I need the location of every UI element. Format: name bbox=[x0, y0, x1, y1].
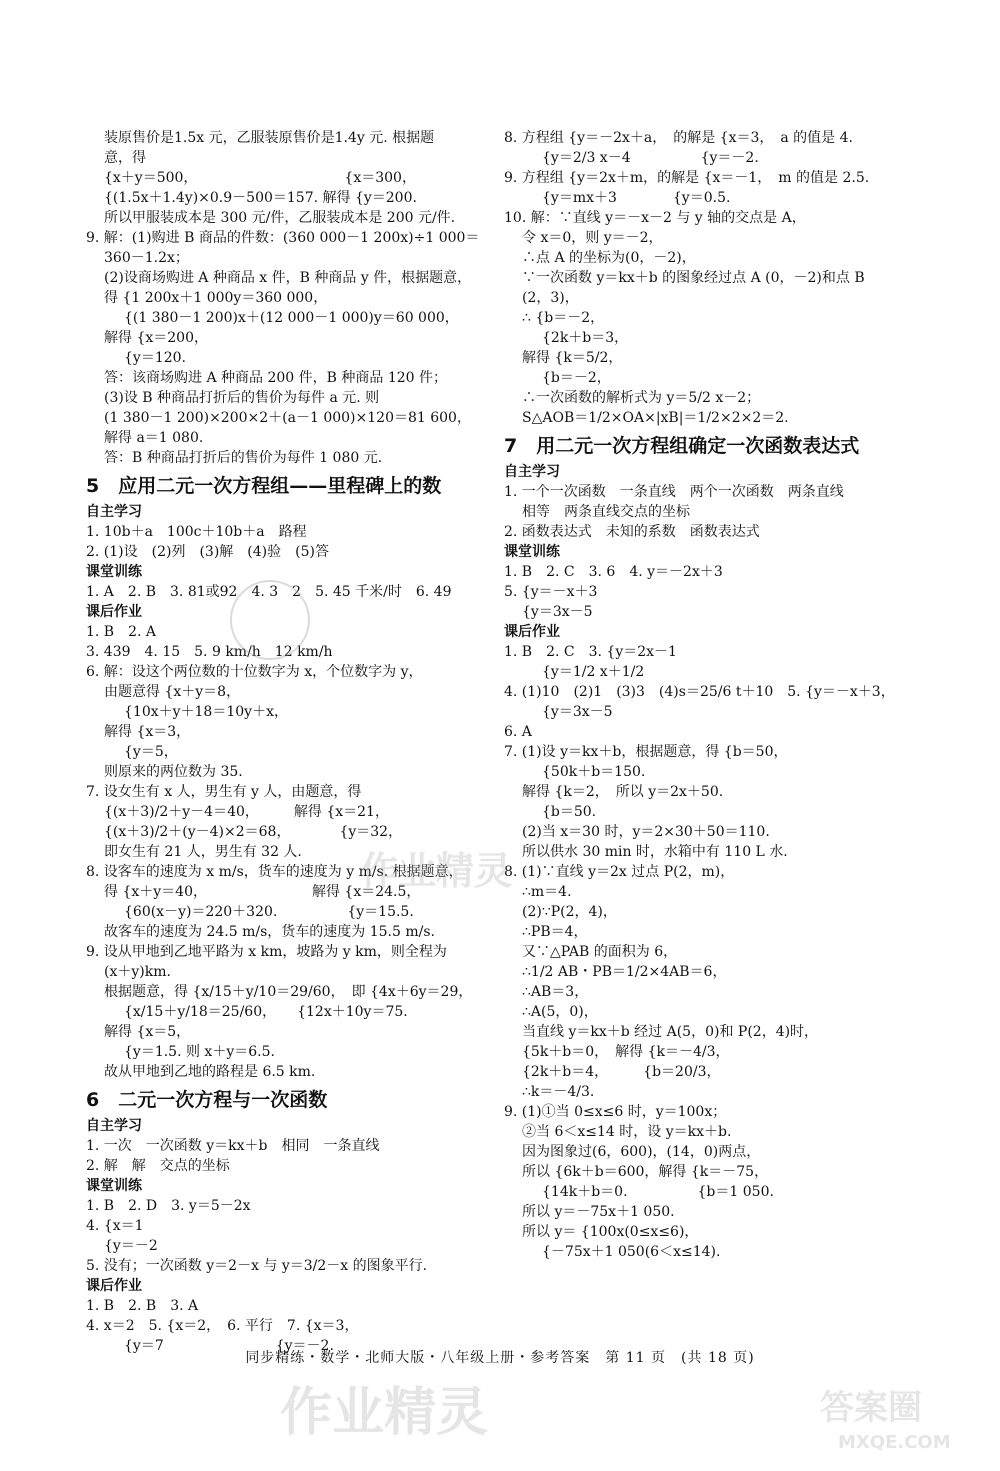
answer-line: 2. 函数表达式 未知的系数 函数表达式 bbox=[504, 524, 760, 540]
subsection-heading: 自主学习 bbox=[504, 464, 560, 480]
answer-line: {b＝－2， bbox=[542, 370, 611, 386]
answer-line: 1. A 2. B 3. 81或92 4. 3 2 5. 45 千米/时 6. 49 bbox=[86, 584, 452, 600]
answer-line: {(x＋3)/2＋y－4＝40， 解得 {x＝21， bbox=[104, 804, 389, 820]
answer-line: {2k＋b＝3， bbox=[542, 330, 629, 346]
subsection-heading: 自主学习 bbox=[86, 1118, 142, 1134]
answer-line: 解得 {k＝2， 所以 y＝2x＋50. bbox=[522, 784, 724, 800]
answer-line: {(x＋3)/2＋(y－4)×2＝68， {y＝32， bbox=[104, 824, 403, 840]
answer-line: {y＝5， bbox=[124, 744, 178, 760]
answer-line: 6. 解：设这个两位数的十位数字为 x，个位数字为 y， bbox=[86, 664, 423, 680]
answer-line: 根据题意，得 {x/15＋y/10＝29/60， 即 {4x＋6y＝29， bbox=[104, 984, 473, 1000]
answer-line: (2，3)， bbox=[522, 290, 579, 306]
answer-line: {(1 380－1 200)x＋(12 000－1 000)y＝60 000， bbox=[124, 310, 459, 326]
answer-line: {x/15＋y/18＝25/60， {12x＋10y＝75. bbox=[124, 1004, 408, 1020]
answer-line: 9. 解：(1)购进 B 商品的件数：(360 000－1 200x)÷1 000＝ bbox=[86, 230, 480, 246]
subsection-heading: 课堂训练 bbox=[86, 1178, 142, 1194]
answer-line: 7. (1)设 y＝kx＋b，根据题意，得 {b＝50， bbox=[504, 744, 788, 760]
answer-line: 解得 {x＝5， bbox=[104, 1024, 191, 1040]
answer-line: 1. B 2. C 3. 6 4. y＝－2x＋3 bbox=[504, 564, 723, 580]
answer-line: 3. 439 4. 15 5. 9 km/h 12 km/h bbox=[86, 644, 333, 660]
answer-line: 9. 设从甲地到乙地平路为 x km，坡路为 y km，则全程为 bbox=[86, 944, 447, 960]
answer-line: 所以 y＝ {100x(0≤x≤6)， bbox=[522, 1224, 699, 1240]
answer-line: {y＝mx＋3 {y＝0.5. bbox=[542, 190, 731, 206]
answer-line: 意，得 bbox=[104, 150, 146, 166]
answer-line: 1. 一次 一次函数 y＝kx＋b 相同 一条直线 bbox=[86, 1138, 380, 1154]
answer-line: {y＝3x－5 bbox=[522, 604, 593, 620]
section-title: 6 二元一次方程与一次函数 bbox=[86, 1089, 328, 1111]
answer-line: 所以甲服装成本是 300 元/件，乙服装成本是 200 元/件. bbox=[104, 210, 456, 226]
answer-line: 即女生有 21 人，男生有 32 人. bbox=[104, 844, 302, 860]
answer-line: {50k＋b＝150. bbox=[542, 764, 646, 780]
answer-line: 所以 y＝－75x＋1 050. bbox=[522, 1204, 675, 1220]
answer-line: 令 x＝0，则 y＝－2， bbox=[522, 230, 663, 246]
answer-line: ∵一次函数 y＝kx＋b 的图象经过点 A (0，－2)和点 B bbox=[522, 270, 865, 286]
watermark-url: MXQE.COM bbox=[838, 1432, 951, 1453]
answer-line: {14k＋b＝0. {b＝1 050. bbox=[542, 1184, 774, 1200]
answer-line: {y＝7 {y＝－2. bbox=[124, 1338, 334, 1354]
answer-line: 8. (1)∵直线 y＝2x 过点 P(2，m)， bbox=[504, 864, 735, 880]
answer-line: 解得 {x＝200， bbox=[104, 330, 208, 346]
answer-line: 1. 一个一次函数 一条直线 两个一次函数 两条直线 bbox=[504, 484, 844, 500]
answer-line: ∴PB＝4， bbox=[522, 924, 588, 940]
answer-line: 当直线 y＝kx＋b 经过 A(5，0)和 P(2，4)时， bbox=[522, 1024, 819, 1040]
answer-line: 又∵△PAB 的面积为 6， bbox=[522, 944, 678, 960]
answer-line: 8. 方程组 {y＝－2x＋a， 的解是 {x＝3， a 的值是 4. bbox=[504, 130, 853, 146]
answer-line: 1. B 2. C 3. {y＝2x－1 bbox=[504, 644, 677, 660]
answer-line: 4. {x＝1 bbox=[86, 1218, 144, 1234]
answer-line: 5. 没有；一次函数 y＝2－x 与 y＝3/2－x 的图象平行. bbox=[86, 1258, 428, 1274]
answer-line: {y＝3x－5 bbox=[542, 704, 613, 720]
answer-line: 所以供水 30 min 时，水箱中有 110 L 水. bbox=[522, 844, 788, 860]
answer-line: 9. 方程组 {y＝2x＋m，的解是 {x＝－1， m 的值是 2.5. bbox=[504, 170, 870, 186]
answer-line: (1 380－1 200)×200×2＋(a－1 000)×120＝81 600， bbox=[104, 410, 471, 426]
page-footer: 同步精练・数学・北师大版・八年级上册・参考答案 第 11 页 (共 18 页) bbox=[245, 1350, 755, 1366]
watermark-text: 作业精灵 bbox=[360, 849, 513, 893]
answer-line: {－75x＋1 050(6＜x≤14). bbox=[542, 1244, 721, 1260]
answer-line: 1. B 2. B 3. A bbox=[86, 1298, 199, 1314]
watermark-text: 作业精灵 bbox=[280, 1383, 489, 1443]
answer-line: {y＝2/3 x－4 {y＝－2. bbox=[542, 150, 759, 166]
answer-line: 得 {x＋y＝40， 解得 {x＝24.5， bbox=[104, 884, 421, 900]
answer-line: 9. (1)①当 0≤x≤6 时，y＝100x； bbox=[504, 1104, 727, 1120]
answer-line: 1. 10b＋a 100c＋10b＋a 路程 bbox=[86, 524, 307, 540]
answer-line: 得 {1 200x＋1 000y＝360 000， bbox=[104, 290, 328, 306]
answer-line: 360－1.2x； bbox=[104, 250, 189, 266]
answer-line: {y＝1.5. 则 x＋y＝6.5. bbox=[124, 1044, 275, 1060]
answer-line: 因为图象过(6，600)，(14，0)两点， bbox=[522, 1144, 761, 1160]
answer-line: ∴k＝－4/3. bbox=[522, 1084, 595, 1100]
answer-line: 10. 解：∵直线 y＝－x－2 与 y 轴的交点是 A， bbox=[504, 210, 806, 226]
answer-line: 4. x＝2 5. {x＝2， 6. 平行 7. {x＝3， bbox=[86, 1318, 359, 1334]
subsection-heading: 课堂训练 bbox=[504, 544, 560, 560]
answer-line: 1. B 2. D 3. y＝5－2x bbox=[86, 1198, 251, 1214]
subsection-heading: 课堂训练 bbox=[86, 564, 142, 580]
answer-line: 故从甲地到乙地的路程是 6.5 km. bbox=[104, 1064, 316, 1080]
watermark-logo: 答案圈 bbox=[820, 1388, 922, 1428]
answer-line: ∴一次函数的解析式为 y＝5/2 x－2； bbox=[522, 390, 761, 406]
answer-line: 故客车的速度为 24.5 m/s，货车的速度为 15.5 m/s. bbox=[104, 924, 435, 940]
answer-line: 答：B 种商品打折后的售价为每件 1 080 元. bbox=[104, 450, 383, 466]
answer-line: ∴m＝4. bbox=[522, 884, 572, 900]
answer-line: {y＝120. bbox=[124, 350, 186, 366]
answer-line: {b＝50. bbox=[542, 804, 597, 820]
answer-line: 相等 两条直线交点的坐标 bbox=[522, 504, 690, 520]
answer-line: ∴A(5，0)， bbox=[522, 1004, 598, 1020]
subsection-heading: 自主学习 bbox=[86, 504, 142, 520]
section-title: 7 用二元一次方程组确定一次函数表达式 bbox=[504, 435, 860, 457]
left-column bbox=[86, 128, 494, 1356]
answer-line: 所以 {6k＋b＝600，解得 {k＝－75， bbox=[522, 1164, 769, 1180]
answer-line: {10x＋y＋18＝10y＋x， bbox=[124, 704, 288, 720]
answer-line: {y＝－2 bbox=[104, 1238, 158, 1254]
answer-line: ②当 6＜x≤14 时，设 y＝kx＋b. bbox=[522, 1124, 732, 1140]
answer-line: {(1.5x＋1.4y)×0.9－500＝157. 解得 {y＝200. bbox=[104, 190, 417, 206]
answer-line: 由题意得 {x＋y＝8， bbox=[104, 684, 241, 700]
answer-line: 解得 {k＝5/2， bbox=[522, 350, 623, 366]
answer-line: {5k＋b＝0， 解得 {k＝－4/3， bbox=[522, 1044, 730, 1060]
answer-line: (3)设 B 种商品打折后的售价为每件 a 元. 则 bbox=[104, 390, 380, 406]
answer-line: (2)∵P(2，4)， bbox=[522, 904, 617, 920]
answer-line: {60(x－y)＝220＋320. {y＝15.5. bbox=[124, 904, 414, 920]
answer-line: ∴点 A 的坐标为(0，－2)， bbox=[522, 250, 696, 266]
answer-line: 7. 设女生有 x 人，男生有 y 人，由题意，得 bbox=[86, 784, 362, 800]
answer-line: 2. (1)设 (2)列 (3)解 (4)验 (5)答 bbox=[86, 544, 329, 560]
section-title: 5 应用二元一次方程组——里程碑上的数 bbox=[86, 475, 442, 497]
subsection-heading: 课后作业 bbox=[86, 1278, 142, 1294]
answer-line: 5. {y＝－x＋3 bbox=[504, 584, 598, 600]
answer-line: {2k＋b＝4， {b＝20/3， bbox=[522, 1064, 721, 1080]
answer-line: 答：该商场购进 A 种商品 200 件，B 种商品 120 件； bbox=[104, 370, 447, 386]
answer-line: 解得 {x＝3， bbox=[104, 724, 191, 740]
answer-line: ∴AB＝3， bbox=[522, 984, 589, 1000]
answer-line: S△AOB＝1/2×OA×|xB|＝1/2×2×2＝2. bbox=[522, 410, 789, 426]
answer-line: (x＋y)km. bbox=[104, 964, 171, 980]
subsection-heading: 课后作业 bbox=[504, 624, 560, 640]
answer-line: 4. (1)10 (2)1 (3)3 (4)s＝25/6 t＋10 5. {y＝－x＋3， bbox=[504, 684, 895, 700]
stamp-mark bbox=[230, 580, 310, 660]
answer-line: 则原来的两位数为 35. bbox=[104, 764, 243, 780]
answer-line: ∴ {b＝－2， bbox=[522, 310, 605, 326]
answer-line: (2)设商场购进 A 种商品 x 件，B 种商品 y 件，根据题意， bbox=[104, 270, 472, 286]
right-column bbox=[504, 128, 922, 1262]
answer-line: {x＋y＝500， {x＝300， bbox=[104, 170, 416, 186]
answer-line: 1. B 2. A bbox=[86, 624, 157, 640]
answer-line: {y＝1/2 x＋1/2 bbox=[542, 664, 645, 680]
answer-line: 8. 设客车的速度为 x m/s，货车的速度为 y m/s. 根据题意， bbox=[86, 864, 463, 880]
answer-line: 2. 解 解 交点的坐标 bbox=[86, 1158, 230, 1174]
answer-line: 解得 a＝1 080. bbox=[104, 430, 204, 446]
answer-line: 装原售价是1.5x 元，乙服装原售价是1.4y 元. 根据题 bbox=[104, 130, 435, 146]
answer-line: ∴1/2 AB・PB＝1/2×4AB＝6， bbox=[522, 964, 727, 980]
answer-line: 6. A bbox=[504, 724, 532, 740]
answer-line: (2)当 x＝30 时，y＝2×30＋50＝110. bbox=[522, 824, 770, 840]
subsection-heading: 课后作业 bbox=[86, 604, 142, 620]
